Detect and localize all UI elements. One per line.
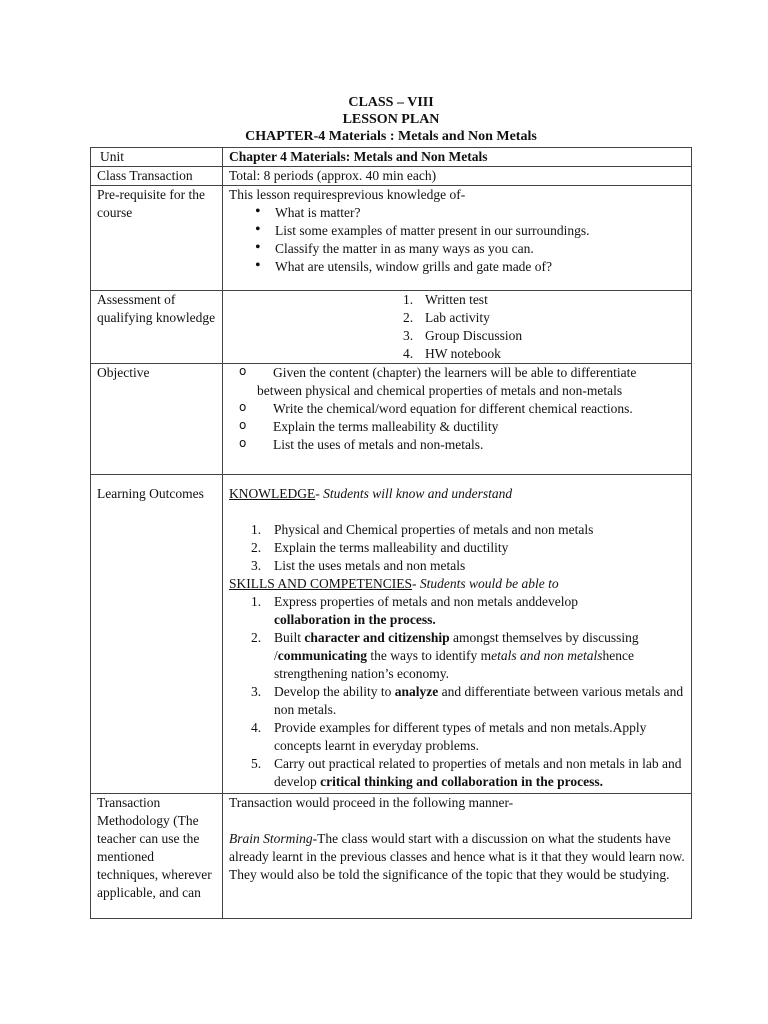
list-item: 1. Written test bbox=[403, 292, 488, 307]
list-item: 2. Explain the terms malleability and ductility bbox=[251, 540, 509, 555]
assessment-label: Assessment of qualifying knowledge bbox=[91, 291, 223, 364]
list-item bbox=[239, 400, 686, 418]
skill-text: Carry out practical related to properties of metals and non metals in lab and develop bbox=[274, 756, 682, 789]
lesson-plan-table bbox=[90, 147, 692, 919]
prerequisite-label: Pre-requisite for the course bbox=[91, 186, 223, 291]
brain-storming-text: -The class would start with a discussion on what the students have already learnt in the previous classes and hence what is it that they would learn now. They would also be told the significance of the topic that they would be studying. bbox=[229, 831, 685, 882]
outcomes-label bbox=[91, 475, 223, 794]
list-item-text: Given the content (chapter) the learners will be able to differentiate bbox=[273, 365, 637, 380]
list-item bbox=[239, 364, 686, 382]
row-prerequisite bbox=[91, 186, 692, 291]
list-item bbox=[239, 418, 686, 436]
list-item: 4. HW notebook bbox=[403, 346, 501, 361]
knowledge-heading-line bbox=[229, 485, 686, 503]
circle-bullet-icon: o bbox=[239, 418, 247, 432]
row-unit bbox=[91, 148, 692, 167]
list-item: 3. List the uses metals and non metals bbox=[251, 558, 466, 573]
skill-text: Built bbox=[274, 630, 305, 645]
list-item: 3. Group Discussion bbox=[403, 328, 523, 343]
list-item-text: Physical and Chemical properties of metals and non metals bbox=[274, 522, 594, 537]
methodology-label: Transaction Methodology (The teacher can use the mentioned techniques, wherever applicable, and can bbox=[91, 794, 223, 919]
skill-text: amongst themselves by discussing / bbox=[274, 630, 639, 663]
knowledge-heading: KNOWLEDGE bbox=[229, 486, 316, 501]
outcomes-label-text: Learning Outcomes bbox=[97, 486, 204, 501]
objective-label: Objective bbox=[91, 364, 223, 475]
knowledge-list bbox=[229, 521, 686, 575]
assessment-list bbox=[403, 291, 686, 363]
list-item: 1. Physical and Chemical properties of metals and non metals bbox=[251, 522, 594, 537]
list-item-text: Explain the terms malleability & ductility bbox=[273, 419, 499, 434]
circle-bullet-icon: o bbox=[239, 436, 247, 450]
list-item-text: List the uses of metals and non-metals. bbox=[273, 437, 484, 452]
objective-list bbox=[229, 364, 686, 382]
list-item: • Classify the matter in as many ways as you can. bbox=[255, 240, 686, 258]
skill-emphasis: collaboration in the process. bbox=[274, 612, 436, 627]
skills-heading-line bbox=[229, 575, 686, 593]
knowledge-subheading: - Students will know and understand bbox=[315, 486, 513, 501]
brain-storming-paragraph bbox=[229, 830, 686, 884]
list-item-text: HW notebook bbox=[425, 346, 501, 361]
skill-text: the ways to identify m bbox=[367, 648, 492, 663]
outcomes-content bbox=[223, 475, 692, 794]
skill-text: Develop the ability to bbox=[274, 684, 395, 699]
list-item: 2. Lab activity bbox=[403, 310, 490, 325]
methodology-content bbox=[223, 794, 692, 919]
skill-text: Express properties of metals and non metals anddevelop bbox=[274, 594, 579, 609]
list-item: 3. Develop the ability to analyze and differentiate between various metals and non metals. bbox=[251, 684, 684, 717]
row-assessment bbox=[91, 291, 692, 364]
list-item: 2. Built character and citizenship amongst themselves by discussing /communicating the ways to identify metals and non metalshence strengthening nation’s economy. bbox=[251, 630, 639, 681]
objective-continuation: between physical and chemical properties of metals and non-metals bbox=[257, 383, 623, 398]
prerequisite-intro: This lesson requiresprevious knowledge of- bbox=[229, 187, 466, 202]
assessment-content bbox=[223, 291, 692, 364]
row-class-transaction bbox=[91, 167, 692, 186]
objective-list-rest bbox=[229, 400, 686, 454]
list-item: • What is matter? bbox=[255, 204, 686, 222]
unit-label-text: Unit bbox=[100, 149, 125, 164]
skills-subheading: - Students would be able to bbox=[412, 576, 559, 591]
class-heading: CLASS – VIII bbox=[348, 95, 434, 110]
row-methodology bbox=[91, 794, 692, 919]
list-item: 5. Carry out practical related to properties of metals and non metals in lab and develop critical thinking and collaboration in the process. bbox=[251, 756, 682, 789]
row-learning-outcomes bbox=[91, 475, 692, 794]
unit-label bbox=[91, 148, 223, 167]
list-item-text: Lab activity bbox=[425, 310, 490, 325]
skill-text: Provide examples for different types of metals and non metals.Apply concepts learnt in everyday problems. bbox=[274, 720, 647, 753]
brain-storming-heading: Brain Storming bbox=[229, 831, 313, 846]
skill-text: and differentiate between various metals and non metals. bbox=[274, 684, 684, 717]
objective-content bbox=[223, 364, 692, 475]
methodology-intro: Transaction would proceed in the following manner- bbox=[229, 795, 514, 810]
skill-italic: etals and non metals bbox=[491, 648, 603, 663]
list-item bbox=[239, 436, 686, 454]
circle-bullet-icon: o bbox=[239, 364, 247, 378]
skill-emphasis: critical thinking and collaboration in the process. bbox=[320, 774, 604, 789]
list-item-text: Group Discussion bbox=[425, 328, 523, 343]
skills-heading: SKILLS AND COMPETENCIES bbox=[229, 576, 413, 591]
row-objective bbox=[91, 364, 692, 475]
list-item: 4. Provide examples for different types of metals and non metals.Apply concepts learnt in everyday problems. bbox=[251, 720, 647, 753]
skill-emphasis: analyze bbox=[394, 684, 439, 699]
skill-emphasis: character and citizenship bbox=[304, 630, 450, 645]
lesson-plan-heading: LESSON PLAN bbox=[342, 112, 440, 127]
list-item: 1. Express properties of metals and non metals anddevelop collaboration in the process. bbox=[251, 594, 579, 627]
list-item-text: List the uses metals and non metals bbox=[274, 558, 466, 573]
skill-emphasis: communicating bbox=[277, 648, 368, 663]
transaction-label: Class Transaction bbox=[91, 167, 223, 186]
list-item-text: Written test bbox=[425, 292, 488, 307]
chapter-heading: CHAPTER-4 Materials : Metals and Non Metals bbox=[245, 129, 537, 144]
transaction-value: Total: 8 periods (approx. 40 min each) bbox=[223, 167, 692, 186]
skill-text: hence strengthening nation’s economy. bbox=[274, 648, 634, 681]
circle-bullet-icon: o bbox=[239, 400, 247, 414]
list-item: • List some examples of matter present in our surroundings. bbox=[255, 222, 686, 240]
list-item: • What are utensils, window grills and gate made of? bbox=[255, 258, 686, 276]
skills-list bbox=[229, 593, 686, 791]
document-title bbox=[90, 94, 692, 145]
list-item-text: Write the chemical/word equation for different chemical reactions. bbox=[273, 401, 633, 416]
prerequisite-list bbox=[229, 204, 686, 276]
list-item-text: Explain the terms malleability and ductility bbox=[274, 540, 509, 555]
unit-value: Chapter 4 Materials: Metals and Non Metals bbox=[223, 148, 692, 167]
prerequisite-content bbox=[223, 186, 692, 291]
